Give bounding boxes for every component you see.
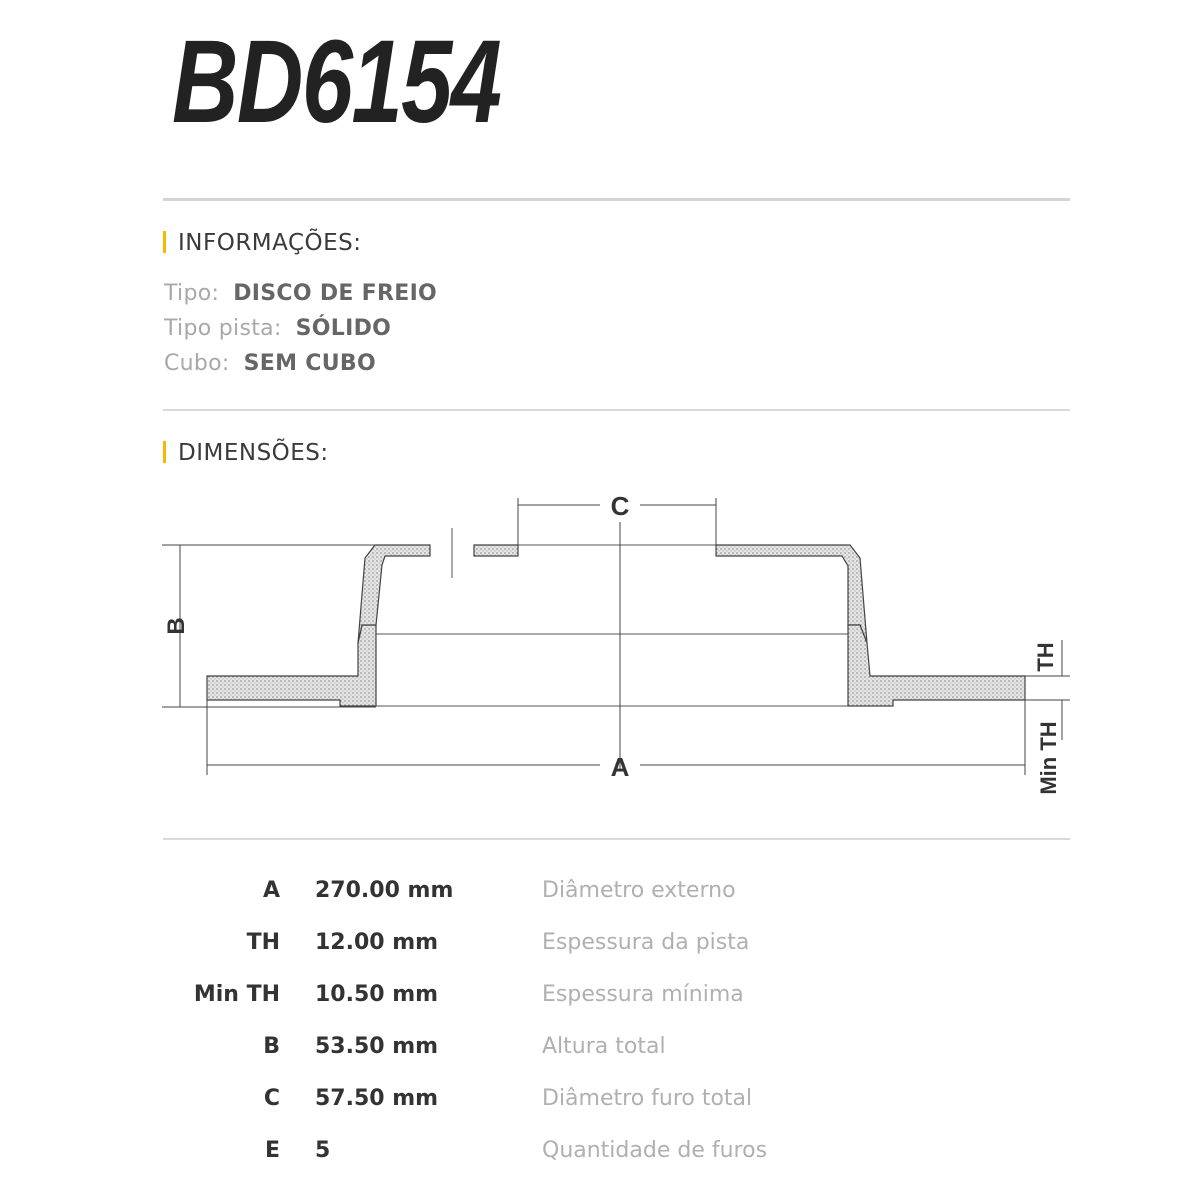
dimension-description: Diâmetro furo total (542, 1086, 753, 1111)
label-b: B (163, 617, 190, 635)
disc-section (207, 545, 1025, 706)
info-row-hub (164, 351, 376, 376)
dimension-description: Espessura da pista (542, 930, 750, 955)
dimension-row (160, 1086, 753, 1126)
info-value: SÓLIDO (295, 316, 392, 341)
dimension-value: 53.50 mm (315, 1034, 439, 1059)
dimension-row (160, 1138, 768, 1178)
info-key: Tipo: (164, 281, 220, 306)
dimension-symbol: Min TH (193, 982, 280, 1007)
brake-disc-diagram (150, 480, 1090, 820)
info-row-track-type (164, 316, 391, 341)
info-key: Tipo pista: (164, 316, 282, 341)
dimension-description: Altura total (542, 1034, 666, 1059)
dimension-value: 10.50 mm (315, 982, 439, 1007)
dimensions-heading-label: DIMENSÕES: (178, 440, 329, 466)
accent-bar (163, 231, 166, 253)
dimension-symbol: E (264, 1138, 280, 1163)
dimension-symbol: TH (246, 930, 280, 955)
dimension-value: 12.00 mm (315, 930, 439, 955)
dimension-value: 57.50 mm (315, 1086, 439, 1111)
info-key: Cubo: (164, 351, 230, 376)
divider (163, 409, 1070, 411)
divider (163, 838, 1070, 840)
dimension-description: Quantidade de furos (542, 1138, 768, 1163)
dimension-row (160, 878, 736, 918)
dimension-description: Espessura mínima (542, 982, 744, 1007)
dimension-value: 270.00 mm (315, 878, 454, 903)
dimension-symbol: C (263, 1086, 280, 1111)
dimensions-heading (163, 440, 329, 466)
info-heading (163, 230, 362, 256)
label-min-th: Min TH (1036, 721, 1061, 795)
dimension-row (160, 982, 744, 1022)
dimension-symbol: A (262, 878, 280, 903)
info-value: DISCO DE FREIO (233, 281, 438, 306)
product-code: BD6154 (172, 16, 501, 148)
dimension-description: Diâmetro externo (542, 878, 736, 903)
info-heading-label: INFORMAÇÕES: (178, 230, 362, 256)
divider (163, 198, 1070, 201)
dimension-row (160, 930, 750, 970)
label-th: TH (1033, 642, 1058, 672)
info-row-type (164, 281, 437, 306)
label-a: A (610, 752, 630, 782)
inner-edges (376, 545, 848, 706)
accent-bar (163, 441, 166, 463)
info-value: SEM CUBO (243, 351, 376, 376)
dimension-row (160, 1034, 666, 1074)
label-c: C (610, 491, 630, 521)
dimension-value: 5 (315, 1138, 331, 1163)
dimension-symbol: B (263, 1034, 280, 1059)
